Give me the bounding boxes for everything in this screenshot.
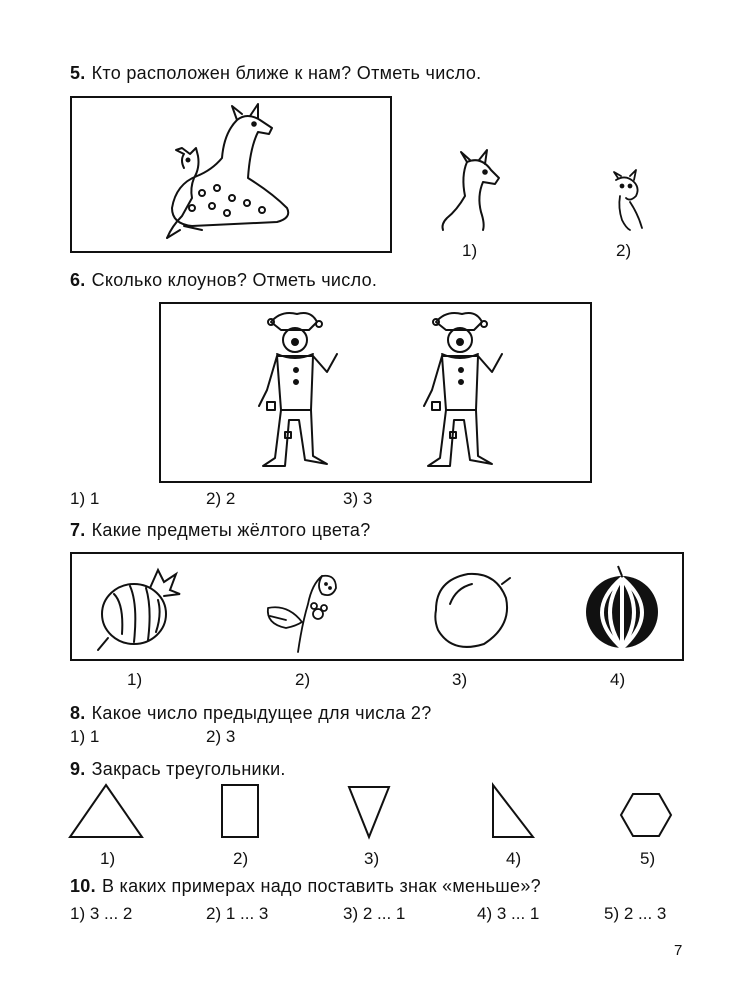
beet-illustration bbox=[94, 564, 184, 654]
q7-label-1: 1) bbox=[127, 670, 143, 689]
question-6-number: 6. bbox=[70, 270, 86, 290]
q10-option-5[interactable]: 5) 2 ... 3 bbox=[604, 904, 667, 923]
q8-option-1[interactable]: 1) 1 bbox=[70, 727, 100, 746]
q7-label-3: 3) bbox=[452, 670, 468, 689]
deer-with-fawn-illustration bbox=[72, 98, 394, 255]
question-9 bbox=[70, 759, 286, 780]
q5-label-1: 1) bbox=[462, 241, 478, 260]
page-number: 7 bbox=[674, 942, 683, 959]
question-8-text: Какое число предыдущее для числа 2? bbox=[91, 703, 432, 723]
question-5-text: Кто расположен ближе к нам? Отметь число. bbox=[91, 63, 482, 83]
question-8-number: 8. bbox=[70, 703, 86, 723]
items-picture-box bbox=[70, 552, 684, 661]
deer-picture-box bbox=[70, 96, 392, 253]
shape-hexagon[interactable] bbox=[619, 792, 673, 838]
clowns-picture-box bbox=[159, 302, 592, 483]
small-fawn-illustration bbox=[608, 172, 648, 232]
question-8 bbox=[70, 703, 432, 724]
q10-option-4[interactable]: 4) 3 ... 1 bbox=[477, 904, 540, 923]
question-9-text: Закрась треугольники. bbox=[91, 759, 286, 779]
q8-option-2[interactable]: 2) 3 bbox=[206, 727, 236, 746]
shape-right-triangle[interactable] bbox=[489, 783, 535, 839]
shape-triangle-down[interactable] bbox=[347, 783, 391, 839]
question-9-number: 9. bbox=[70, 759, 86, 779]
shape-rectangle[interactable] bbox=[220, 783, 260, 839]
question-10-number: 10. bbox=[70, 876, 96, 896]
q6-option-3[interactable]: 3) 3 bbox=[343, 489, 373, 508]
q10-option-1[interactable]: 1) 3 ... 2 bbox=[70, 904, 133, 923]
question-7 bbox=[70, 520, 371, 541]
lemon-illustration bbox=[426, 564, 516, 654]
q5-label-2: 2) bbox=[616, 241, 632, 260]
question-10-text: В каких примерах надо поставить знак «меньше»? bbox=[101, 876, 541, 896]
question-6-text: Сколько клоунов? Отметь число. bbox=[91, 270, 378, 290]
q9-label-4: 4) bbox=[506, 849, 522, 868]
q6-option-2[interactable]: 2) 2 bbox=[206, 489, 236, 508]
watermelon-illustration bbox=[578, 564, 668, 654]
question-5-number: 5. bbox=[70, 63, 86, 83]
q7-label-4: 4) bbox=[610, 670, 626, 689]
shape-triangle-up[interactable] bbox=[68, 783, 144, 839]
q9-label-1: 1) bbox=[100, 849, 116, 868]
q7-label-2: 2) bbox=[295, 670, 311, 689]
large-deer-head-illustration bbox=[437, 152, 507, 232]
question-5 bbox=[70, 63, 482, 84]
clown-illustration-1 bbox=[241, 310, 351, 470]
q9-label-2: 2) bbox=[233, 849, 249, 868]
question-7-number: 7. bbox=[70, 520, 86, 540]
q10-option-2[interactable]: 2) 1 ... 3 bbox=[206, 904, 269, 923]
clown-illustration-2 bbox=[406, 310, 516, 470]
q10-option-3[interactable]: 3) 2 ... 1 bbox=[343, 904, 406, 923]
question-10 bbox=[70, 876, 541, 897]
question-6 bbox=[70, 270, 377, 291]
q9-label-5: 5) bbox=[640, 849, 656, 868]
strawberry-plant-illustration bbox=[258, 564, 348, 654]
q6-option-1[interactable]: 1) 1 bbox=[70, 489, 100, 508]
q9-label-3: 3) bbox=[364, 849, 380, 868]
question-7-text: Какие предметы жёлтого цвета? bbox=[91, 520, 371, 540]
